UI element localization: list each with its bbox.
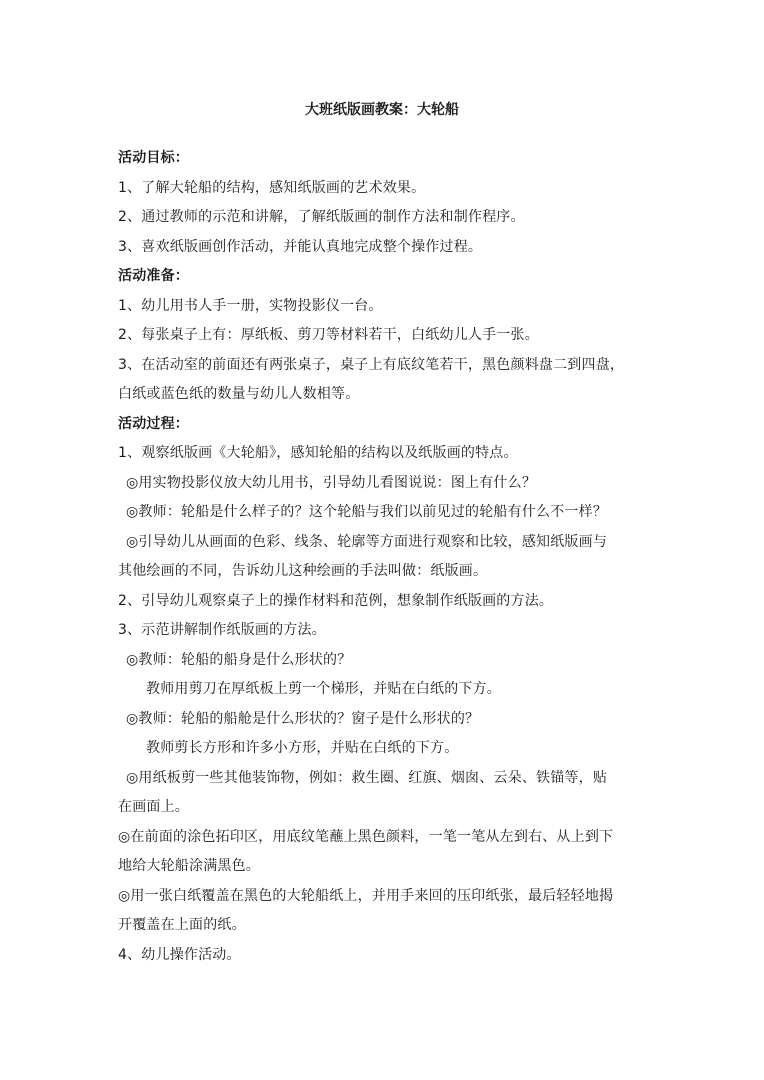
paragraph-line: 其他绘画的不同，告诉幼儿这种绘画的手法叫做：纸版画。 <box>118 563 488 579</box>
document-title: 大班纸版画教案：大轮船 <box>305 102 459 118</box>
paragraph-line: ◎用一张白纸覆盖在黑色的大轮船纸上，并用手来回的压印纸张，最后轻轻地揭 <box>118 888 614 904</box>
paragraph-line: 1、幼儿用书人手一册，实物投影仪一台。 <box>118 298 383 314</box>
paragraph-line: 2、通过教师的示范和讲解，了解纸版画的制作方法和制作程序。 <box>118 209 525 225</box>
paragraph-line: 教师用剪刀在厚纸板上剪一个梯形，并贴在白纸的下方。 <box>146 681 501 697</box>
paragraph-line: 3、喜欢纸版画创作活动，并能认真地完成整个操作过程。 <box>118 239 483 255</box>
paragraph-line: ◎教师：轮船是什么样子的？这个轮船与我们以前见过的轮船有什么不一样？ <box>126 504 608 520</box>
paragraph-line: 开覆盖在上面的纸。 <box>118 917 246 933</box>
paragraph-line: 3、在活动室的前面还有两张桌子，桌子上有底纹笔若干，黑色颜料盘二到四盘， <box>118 357 625 373</box>
paragraph-line: ◎教师：轮船的船身是什么形状的？ <box>126 652 352 668</box>
paragraph-line: 1、观察纸版画《大轮船》，感知轮船的结构以及纸版画的特点。 <box>118 445 518 461</box>
paragraph-line: 4、幼儿操作活动。 <box>118 947 241 963</box>
paragraph-line: 3、示范讲解制作纸版画的方法。 <box>118 622 326 638</box>
paragraph-line: 在画面上。 <box>118 799 189 815</box>
paragraph-line: ◎在前面的涂色拓印区，用底纹笔蘸上黑色颜料，一笔一笔从左到右、从上到下 <box>118 829 614 845</box>
paragraph-line: 地给大轮船涂满黑色。 <box>118 858 260 874</box>
paragraph-line: ◎引导幼儿从画面的色彩、线条、轮廓等方面进行观察和比较，感知纸版画与 <box>126 534 608 550</box>
paragraph-line: 1、了解大轮船的结构，感知纸版画的艺术效果。 <box>118 180 426 196</box>
paragraph-line: ◎用实物投影仪放大幼儿用书，引导幼儿看图说说：图上有什么？ <box>126 475 537 491</box>
paragraph-line: ◎教师：轮船的船舱是什么形状的？窗子是什么形状的？ <box>126 711 480 727</box>
paragraph-line: 白纸或蓝色纸的数量与幼儿人数相等。 <box>118 386 360 402</box>
section-heading: 活动准备： <box>118 268 189 284</box>
section-heading: 活动目标： <box>118 150 189 166</box>
paragraph-line: 2、引导幼儿观察桌子上的操作材料和范例，想象制作纸版画的方法。 <box>118 593 554 609</box>
paragraph-line: 教师剪长方形和许多小方形，并贴在白纸的下方。 <box>146 740 459 756</box>
paragraph-line: ◎用纸板剪一些其他装饰物，例如：救生圈、红旗、烟囱、云朵、铁锚等，贴 <box>126 770 608 786</box>
paragraph-line: 2、每张桌子上有：厚纸板、剪刀等材料若干，白纸幼儿人手一张。 <box>118 327 539 343</box>
section-heading: 活动过程： <box>118 416 189 432</box>
